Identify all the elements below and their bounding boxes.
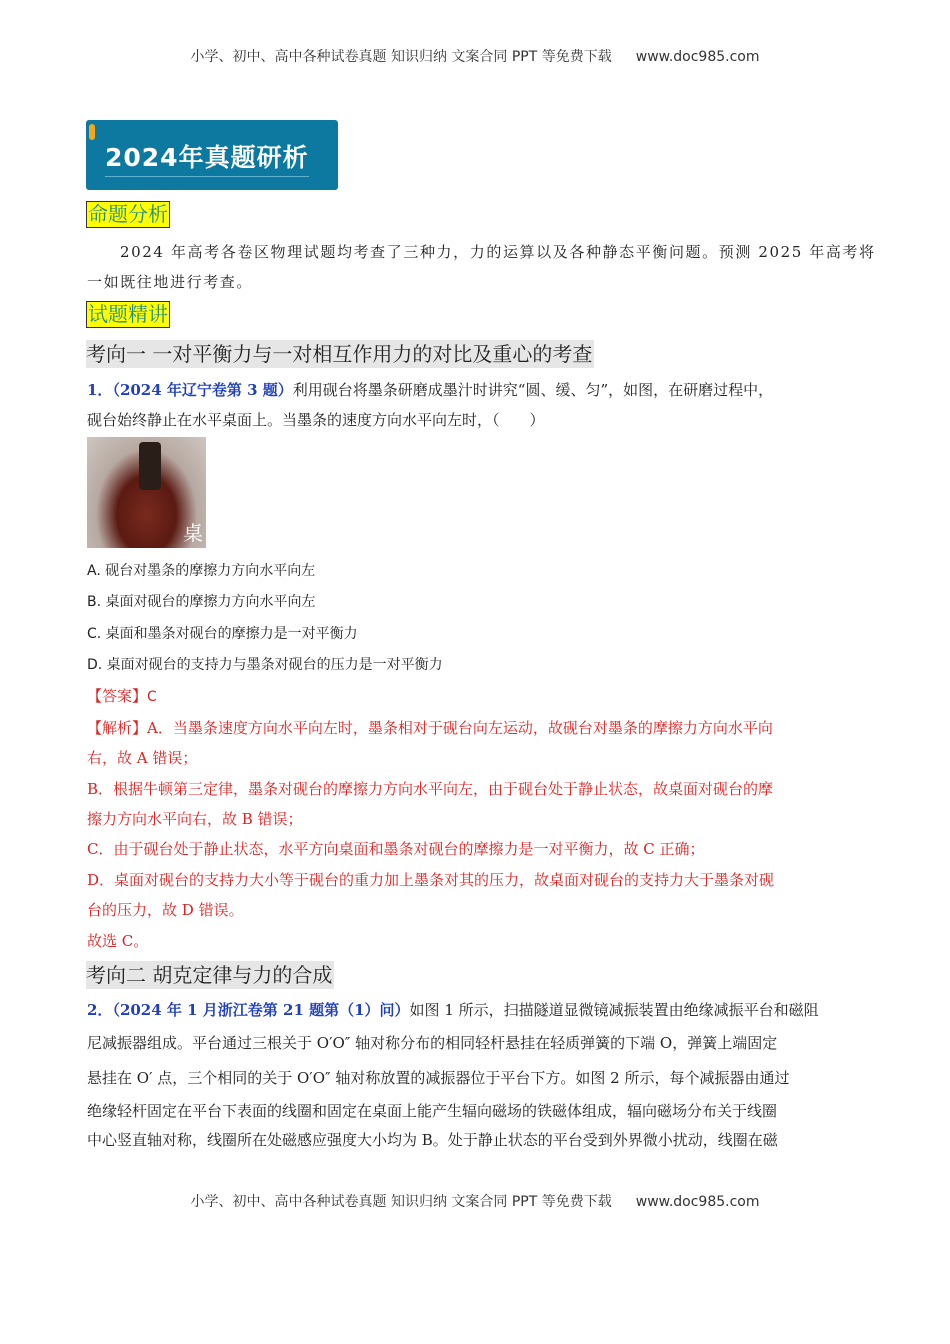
analysis-line <box>87 718 773 738</box>
footer-url[interactable]: www.doc985.com <box>635 1194 760 1210</box>
analysis-line: C．由于砚台处于静止状态，水平方向桌面和墨条对砚台的摩擦力是一对平衡力，故 C 正确； <box>87 840 705 858</box>
q2-line: 悬挂在 O′ 点，三个相同的关于 O′O″ 轴对称放置的减振器位于平台下方。如图 2 所示，每个减振器由通过 <box>87 1069 790 1087</box>
q2-line: 中心竖直轴对称，线圈所在处磁感应强度大小均为 B。处于静止状态的平台受到外界微小扰动，线圈在磁 <box>87 1131 778 1149</box>
option-c: C. 桌面和墨条对砚台的摩擦力是一对平衡力 <box>87 626 358 642</box>
page-header <box>0 46 950 66</box>
q2-line <box>87 1000 819 1020</box>
header-text: 小学、初中、高中各种试卷真题 知识归纳 文案合同 PPT 等免费下载 <box>190 49 612 65</box>
analysis-line: 台的压力，故 D 错误。 <box>87 901 244 919</box>
analysis-line: D．桌面对砚台的支持力大小等于砚台的重力加上墨条对其的压力，故桌面对砚台的支持力大于墨条对砚 <box>87 871 775 889</box>
header-url[interactable]: www.doc985.com <box>635 49 760 65</box>
q1-stem: 砚台始终静止在水平桌面上。当墨条的速度方向水平向左时，（ ） <box>87 411 545 429</box>
ink-stick <box>139 442 161 490</box>
banner-title: 2024年真题研析 <box>105 138 309 177</box>
tag-lecture: 试题精讲 <box>88 302 168 326</box>
section-banner <box>86 120 338 190</box>
tag-analysis: 命题分析 <box>88 202 168 226</box>
option-a: A. 砚台对墨条的摩擦力方向水平向左 <box>87 563 316 579</box>
q2-line: 尼减振器组成。平台通过三根关于 O′O″ 轴对称分布的相同轻杆悬挂在轻质弹簧的下端 O，弹簧上端固定 <box>87 1034 778 1052</box>
inkstone-photo <box>87 437 206 548</box>
answer-value: C <box>147 689 157 705</box>
analysis-line: B．根据牛顿第三定律，墨条对砚台的摩擦力方向水平向左，由于砚台处于静止状态，故桌面对砚台的摩 <box>87 780 774 798</box>
q2-source: （2024 年 1 月浙江卷第 21 题第（1）问） <box>112 1001 410 1019</box>
answer-line <box>87 686 157 707</box>
analysis-label: 【解析】 <box>87 719 148 737</box>
option-d: D. 桌面对砚台的支持力与墨条对砚台的压力是一对平衡力 <box>87 657 443 673</box>
analysis-line: 右，故 A 错误； <box>87 749 198 767</box>
option-b: B. 桌面对砚台的摩擦力方向水平向左 <box>87 594 316 610</box>
section-heading-2: 考向二 胡克定律与力的合成 <box>86 963 333 987</box>
q2-text: 如图 1 所示，扫描隧道显微镜减振装置由绝缘减振平台和磁阻 <box>409 1001 819 1019</box>
q1-number: 1． <box>87 381 113 399</box>
banner-accent <box>89 124 95 140</box>
q1-stem: 利用砚台将墨条研磨成墨汁时讲究“圆、缓、匀”，如图，在研磨过程中， <box>292 381 774 399</box>
q1-source: （2024 年辽宁卷第 3 题） <box>112 381 293 399</box>
photo-label: 桌 <box>183 521 203 545</box>
section-heading-1: 考向一 一对平衡力与一对相互作用力的对比及重心的考查 <box>86 342 593 366</box>
page-footer <box>0 1191 950 1211</box>
intro-line: 一如既往地进行考查。 <box>87 273 254 291</box>
q1-line <box>87 380 773 400</box>
answer-label: 【答案】 <box>87 687 148 705</box>
intro-line: 2024 年高考各卷区物理试题均考查了三种力，力的运算以及各种静态平衡问题。预测 2025 年高考将 <box>120 243 876 261</box>
q2-number: 2． <box>87 1001 113 1019</box>
footer-text: 小学、初中、高中各种试卷真题 知识归纳 文案合同 PPT 等免费下载 <box>190 1194 612 1210</box>
analysis-line: 擦力方向水平向右，故 B 错误； <box>87 810 303 828</box>
analysis-line: 故选 C。 <box>87 932 149 950</box>
q2-line: 绝缘轻杆固定在平台下表面的线圈和固定在桌面上能产生辐向磁场的铁磁体组成，辐向磁场分布关于线圈 <box>87 1102 778 1120</box>
analysis-text: A．当墨条速度方向水平向左时，墨条相对于砚台向左运动，故砚台对墨条的摩擦力方向水平向 <box>147 719 773 737</box>
